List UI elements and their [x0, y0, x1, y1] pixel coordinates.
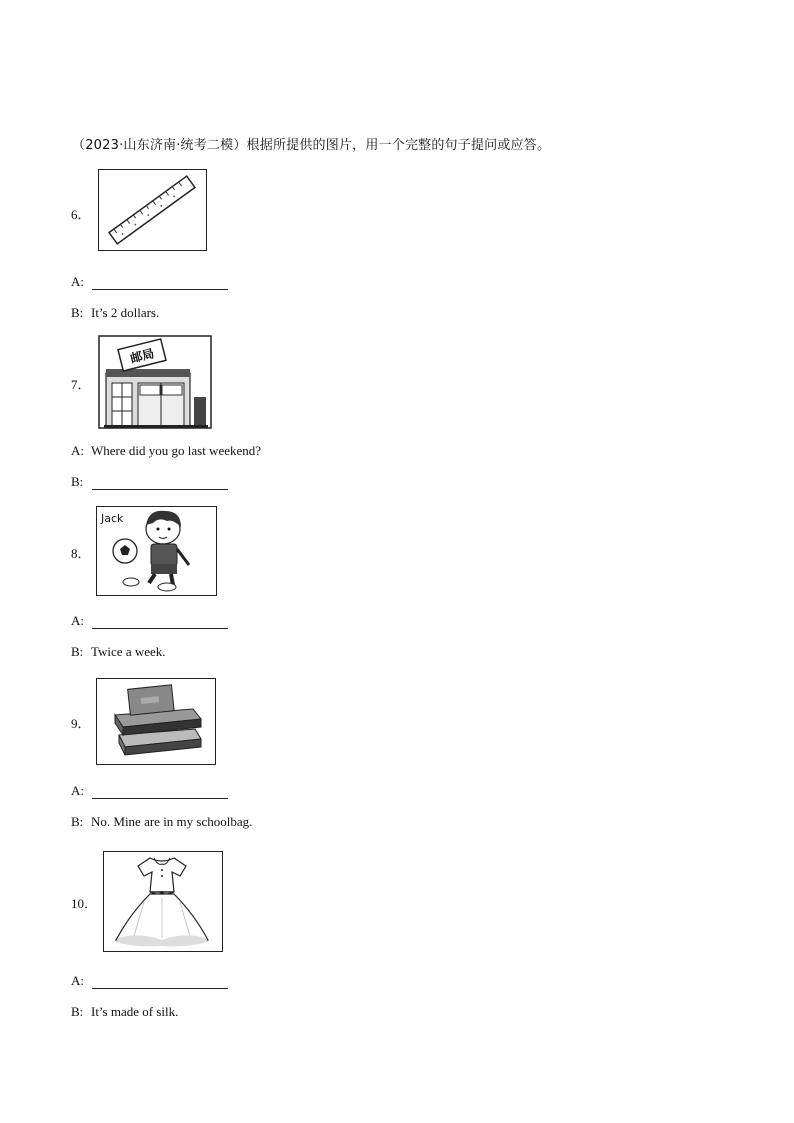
speaker-b-label: B:	[71, 1004, 84, 1019]
boy-soccer-icon	[96, 506, 217, 596]
speaker-a-label: A:	[71, 613, 84, 628]
question-10-number: 10．	[71, 896, 98, 911]
question-10-line-a	[71, 973, 228, 989]
question-7-line-b	[71, 474, 228, 490]
question-6-response: It’s 2 dollars.	[91, 305, 160, 320]
answer-blank-6[interactable]	[92, 277, 228, 290]
question-9-number: 9．	[71, 716, 91, 731]
question-10-line-b	[71, 1004, 178, 1020]
answer-blank-8[interactable]	[92, 616, 228, 629]
question-7-prompt: Where did you go last weekend?	[91, 443, 262, 458]
question-10-response: It’s made of silk.	[91, 1004, 179, 1019]
character-name: Jack	[101, 512, 124, 525]
answer-blank-7[interactable]	[92, 477, 228, 490]
speaker-a-label: A:	[71, 274, 84, 289]
question-9-line-a	[71, 783, 228, 799]
question-6-line-a	[71, 274, 228, 290]
question-6-number: 6．	[71, 207, 91, 222]
question-9-response: No. Mine are in my schoolbag.	[91, 814, 253, 829]
speaker-b-label: B:	[71, 814, 84, 829]
speaker-b-label: B:	[71, 305, 84, 320]
answer-blank-10[interactable]	[92, 976, 228, 989]
post-office-icon	[98, 335, 212, 429]
ruler-icon	[98, 169, 207, 251]
speaker-b-label: B:	[71, 474, 84, 489]
post-office-sign: 邮局	[128, 346, 156, 366]
books-icon	[96, 678, 216, 765]
question-8-number: 8．	[71, 546, 91, 561]
dress-icon	[103, 851, 223, 952]
question-8-line-a	[71, 613, 228, 629]
speaker-a-label: A:	[71, 783, 84, 798]
speaker-a-label: A:	[71, 443, 84, 458]
speaker-b-label: B:	[71, 644, 84, 659]
question-6-line-b	[71, 305, 159, 321]
question-9-line-b	[71, 814, 252, 830]
question-7-number: 7．	[71, 377, 91, 392]
question-7-line-a	[71, 443, 261, 459]
speaker-a-label: A:	[71, 973, 84, 988]
instruction-text: （2023·山东济南·统考二模）根据所提供的图片，用一个完整的句子提问或应答。	[72, 138, 551, 153]
answer-blank-9[interactable]	[92, 786, 228, 799]
question-8-line-b	[71, 644, 166, 660]
question-8-response: Twice a week.	[91, 644, 166, 659]
